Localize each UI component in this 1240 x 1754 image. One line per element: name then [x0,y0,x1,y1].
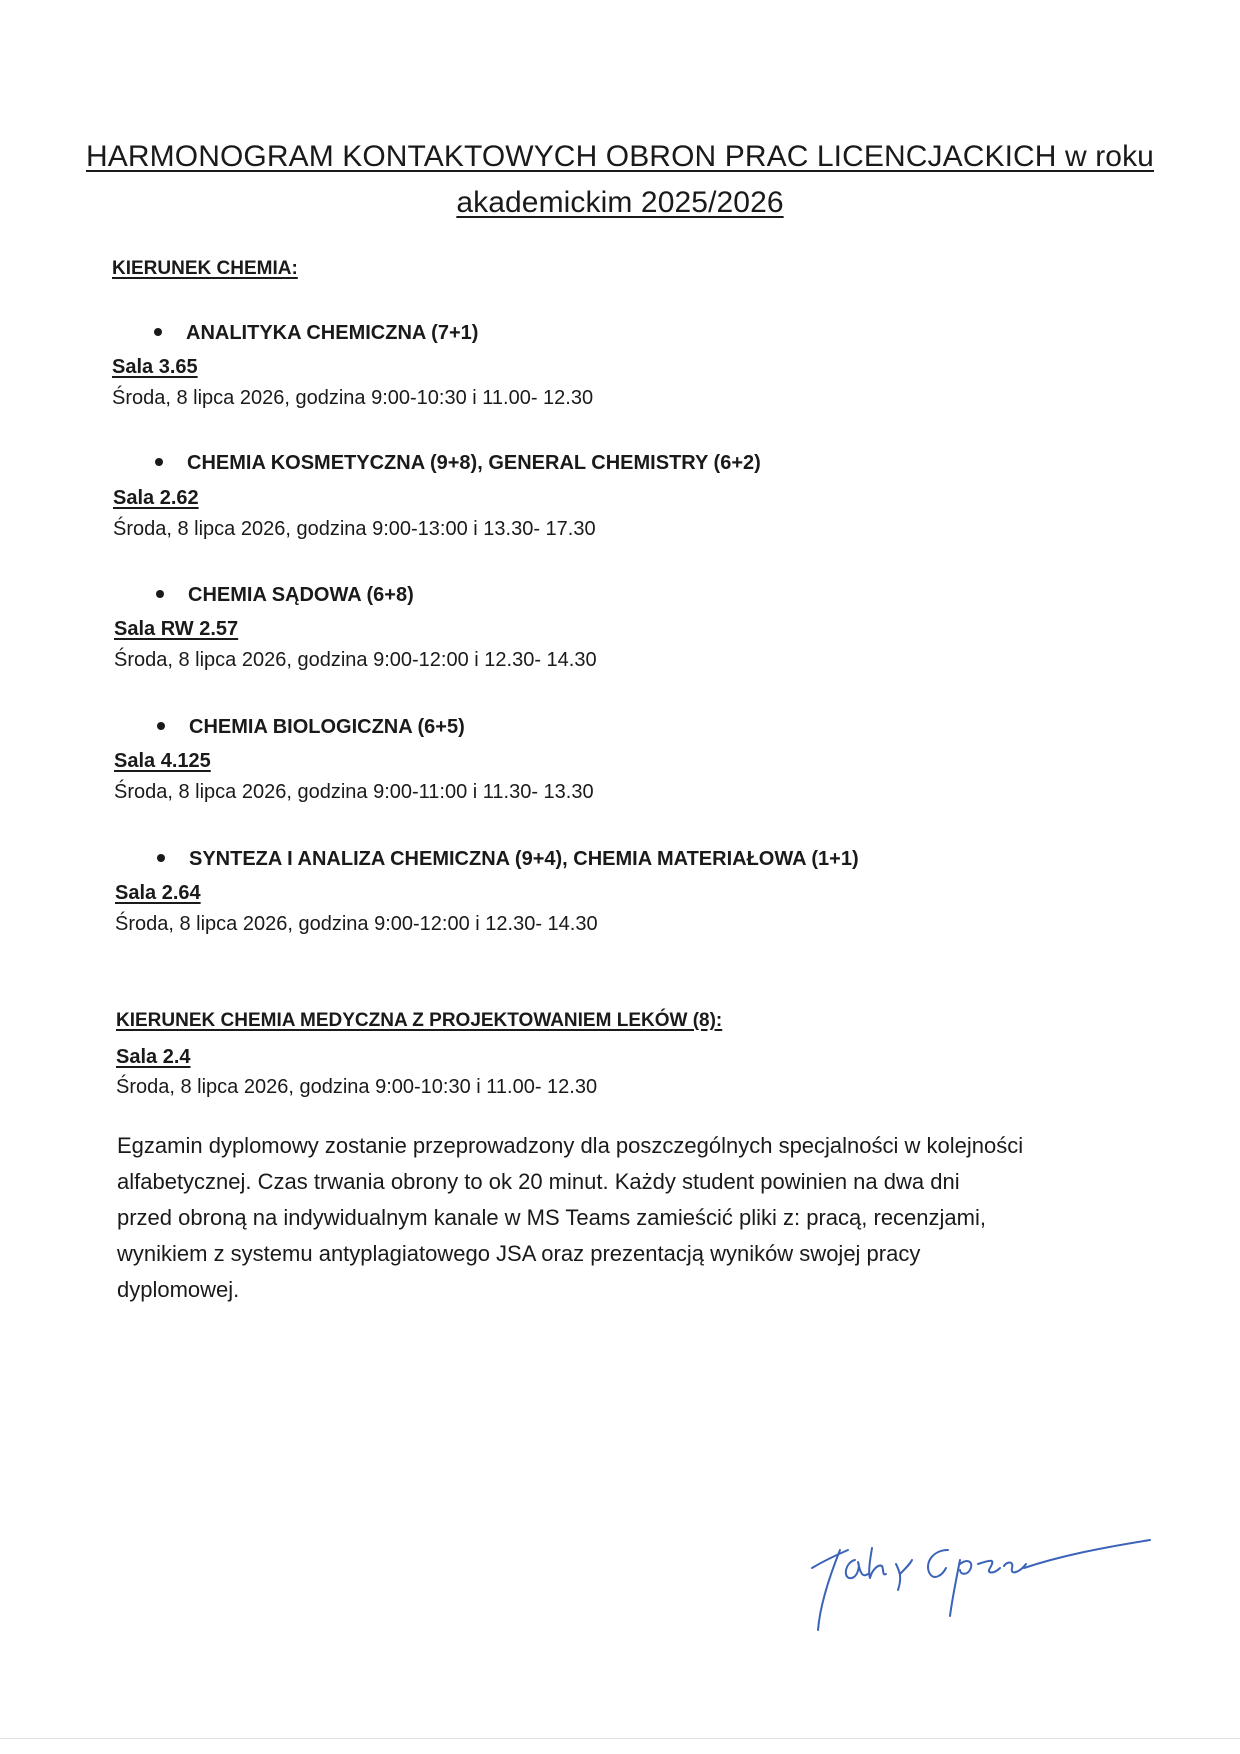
specialty-item [156,584,414,607]
specialty-item [157,848,859,871]
date-time: Środa, 8 lipca 2026, godzina 9:00-12:00 i 12.30- 14.30 [115,913,598,935]
bullet-icon [156,590,164,598]
specialty-item [157,716,465,739]
room-label: Sala RW 2.57 [114,618,239,640]
note-line: wynikiem z systemu antyplagiatowego JSA oraz prezentacją wyników swojej pracy [117,1241,921,1266]
specialty-label: CHEMIA BIOLOGICZNA (6+5) [189,716,465,738]
section-heading-chemia-medyczna: KIERUNEK CHEMIA MEDYCZNA Z PROJEKTOWANIEM LEKÓW (8): [116,1010,723,1031]
bullet-icon [157,722,165,730]
page-bottom-edge [0,1738,1240,1739]
note-line: dyplomowej. [117,1277,240,1302]
document-title [0,134,1240,226]
room-label: Sala 2.4 [116,1046,191,1068]
title-line-2: akademickim 2025/2026 [456,186,784,219]
handwritten-signature [800,1520,1180,1640]
section-heading-chemia: KIERUNEK CHEMIA: [112,258,298,279]
date-time: Środa, 8 lipca 2026, godzina 9:00-11:00 i 11.30- 13.30 [114,781,594,803]
note-line: Egzamin dyplomowy zostanie przeprowadzony dla poszczególnych specjalności w kolejności [117,1133,1024,1158]
date-time: Środa, 8 lipca 2026, godzina 9:00-13:00 i 13.30- 17.30 [113,518,596,540]
bullet-icon [154,328,162,336]
specialty-label: CHEMIA KOSMETYCZNA (9+8), GENERAL CHEMISTRY (6+2) [187,452,761,474]
exam-note-paragraph [117,1128,1147,1308]
room-label: Sala 4.125 [114,750,211,772]
note-line: przed obroną na indywidualnym kanale w MS Teams zamieścić pliki z: pracą, recenzjami, [117,1205,986,1230]
date-time: Środa, 8 lipca 2026, godzina 9:00-10:30 i 11.00- 12.30 [116,1076,598,1098]
date-time: Środa, 8 lipca 2026, godzina 9:00-12:00 i 12.30- 14.30 [114,649,597,671]
bullet-icon [155,458,163,466]
specialty-label: SYNTEZA I ANALIZA CHEMICZNA (9+4), CHEMIA MATERIAŁOWA (1+1) [189,848,859,870]
room-label: Sala 3.65 [112,356,198,378]
room-label: Sala 2.62 [113,487,199,509]
specialty-item [154,322,478,345]
bullet-icon [157,854,165,862]
note-line: alfabetycznej. Czas trwania obrony to ok 20 minut. Każdy student powinien na dwa dni [117,1169,960,1194]
specialty-label: CHEMIA SĄDOWA (6+8) [188,584,414,606]
specialty-item [155,452,761,475]
date-time: Środa, 8 lipca 2026, godzina 9:00-10:30 i 11.00- 12.30 [112,387,594,409]
title-line-1: HARMONOGRAM KONTAKTOWYCH OBRON PRAC LICENCJACKICH w roku [86,140,1154,173]
specialty-label: ANALITYKA CHEMICZNA (7+1) [186,322,479,344]
room-label: Sala 2.64 [115,882,201,904]
